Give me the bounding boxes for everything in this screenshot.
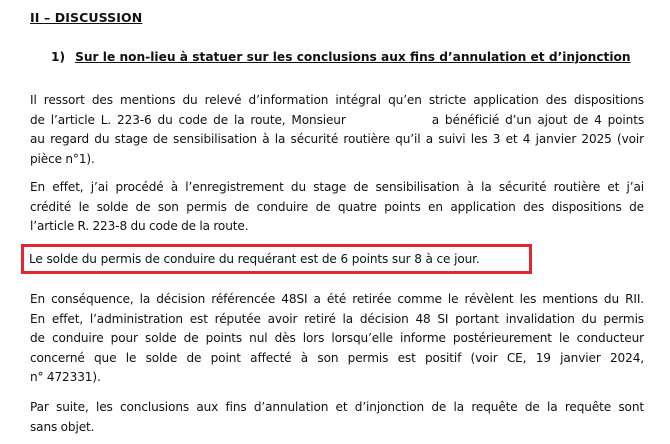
- paragraph-line: En effet, l’administration est réputée avoir retiré la décision 48 SI portant invalidation du permis: [30, 311, 644, 326]
- paragraph-line: pièce n°1).: [30, 151, 95, 166]
- paragraph-line: concerné que le solde de point affecté à son permis est positif (voir CE, 19 janvier 2024,: [30, 350, 644, 365]
- subsection-title: Sur le non-lieu à statuer sur les conclusions aux fins d’annulation et d’injonction: [75, 50, 631, 64]
- paragraph-line: l’article R. 223-8 du code de la route.: [30, 219, 249, 233]
- highlighted-statement: Le solde du permis de conduire du requérant est de 6 points sur 8 à ce jour.: [29, 252, 480, 266]
- paragraph-line-part: de l’article L. 223-6 du code de la route, Monsieur: [30, 112, 346, 127]
- paragraph-line: sans objet.: [30, 419, 95, 434]
- paragraph-line: En conséquence, la décision référencée 48SI a été retirée comme le révèlent les mentions du RII.: [30, 292, 644, 306]
- paragraph-releve-information: [30, 91, 644, 169]
- paragraph-line: [30, 111, 644, 131]
- paragraph-line: de conduire pour solde de points nul dès lors lorsqu’elle informe postérieurement le conducteur: [30, 331, 644, 345]
- paragraph-line: crédité le solde de son permis de conduire de quatre points en application des dispositions de: [30, 199, 644, 214]
- paragraph-line-part: a bénéficié d’un ajout de 4 points: [431, 112, 645, 127]
- subsection-heading: [51, 50, 631, 64]
- paragraph-line: En effet, j’ai procédé à l’enregistrement du stage de sensibilisation à la sécurité routière et j’ai: [30, 180, 644, 194]
- paragraph-line: au regard du stage de sensibilisation à la sécurité routière qu’il a suivi les 3 et 4 janvier 2025 (voir: [30, 132, 644, 146]
- paragraph-line: Par suite, les conclusions aux fins d’annulation et d’injonction de la requête de la requête sont: [30, 400, 644, 414]
- paragraph-conclusion: [30, 398, 644, 437]
- subsection-number: 1): [51, 50, 66, 64]
- paragraph-consequence: [30, 290, 644, 388]
- paragraph-line: n° 472331).: [30, 370, 101, 384]
- paragraph-line: Il ressort des mentions du relevé d’information intégral qu’en stricte application des dispositions: [30, 93, 644, 107]
- section-heading: II – DISCUSSION: [30, 10, 143, 25]
- paragraph-enregistrement-stage: [30, 178, 644, 237]
